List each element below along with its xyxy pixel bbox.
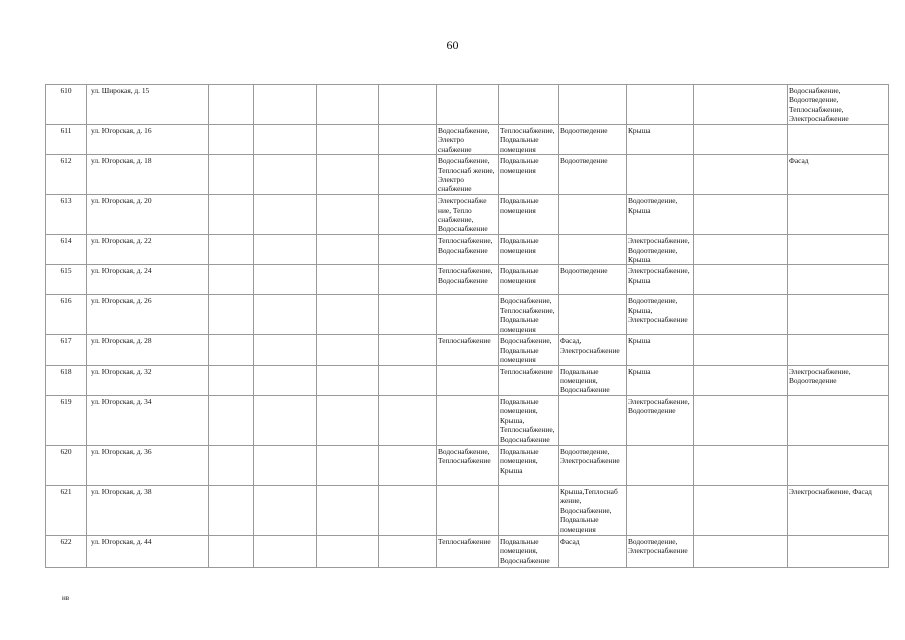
works-cell	[627, 85, 694, 125]
empty-cell	[317, 235, 379, 265]
table-row	[46, 335, 889, 365]
table-row	[46, 235, 889, 265]
works-cell: Электроснабжение, Крыша	[627, 265, 694, 295]
empty-cell	[209, 85, 254, 125]
address-cell: ул. Югорская, д. 18	[87, 155, 209, 195]
empty-cell	[379, 155, 437, 195]
works-cell: Подвальные помещения, Крыша	[499, 445, 559, 485]
housing-table	[45, 84, 889, 568]
works-cell: Подвальные помещения, Водоснабжение	[499, 535, 559, 567]
row-number-cell: 619	[46, 395, 87, 445]
empty-cell	[209, 295, 254, 335]
table-row	[46, 535, 889, 567]
empty-cell	[254, 365, 317, 395]
row-number-cell: 618	[46, 365, 87, 395]
address-cell: ул. Югорская, д. 36	[87, 445, 209, 485]
empty-cell	[254, 85, 317, 125]
empty-cell	[254, 125, 317, 155]
address-cell: ул. Югорская, д. 38	[87, 485, 209, 535]
empty-cell	[694, 335, 788, 365]
works-cell: Электроснабжение, Фасад	[788, 485, 889, 535]
empty-cell	[317, 125, 379, 155]
row-number-cell: 617	[46, 335, 87, 365]
works-cell: Водоотведение, Крыша	[627, 195, 694, 235]
works-cell: Теплоснабжение	[499, 365, 559, 395]
empty-cell	[209, 445, 254, 485]
works-cell	[788, 235, 889, 265]
works-cell	[499, 485, 559, 535]
works-cell: Подвальные помещения, Водоснабжение	[559, 365, 627, 395]
empty-cell	[379, 445, 437, 485]
works-cell: Водоснабжение, Теплоснабжение	[437, 445, 499, 485]
works-cell: Водоотведение, Электроснабжение	[559, 445, 627, 485]
address-cell: ул. Югорская, д. 22	[87, 235, 209, 265]
works-cell: Крыша,Теплоснаб жение, Водоснабжение, Подвальные помещения	[559, 485, 627, 535]
row-number-cell: 621	[46, 485, 87, 535]
row-number-cell: 615	[46, 265, 87, 295]
row-number-cell: 610	[46, 85, 87, 125]
works-cell: Подвальные помещения, Крыша, Теплоснабжение, Водоснабжение	[499, 395, 559, 445]
works-cell: Крыша	[627, 125, 694, 155]
works-cell: Фасад	[788, 155, 889, 195]
works-cell	[788, 265, 889, 295]
row-number-cell: 613	[46, 195, 87, 235]
table-row	[46, 265, 889, 295]
address-cell: ул. Югорская, д. 16	[87, 125, 209, 155]
empty-cell	[317, 295, 379, 335]
empty-cell	[379, 125, 437, 155]
row-number-cell: 611	[46, 125, 87, 155]
works-cell	[437, 85, 499, 125]
table-body	[46, 85, 889, 568]
empty-cell	[694, 365, 788, 395]
works-cell	[788, 195, 889, 235]
works-cell	[627, 485, 694, 535]
empty-cell	[694, 235, 788, 265]
empty-cell	[254, 155, 317, 195]
empty-cell	[694, 155, 788, 195]
works-cell: Крыша	[627, 335, 694, 365]
works-cell: Водоснабжение, Подвальные помещения	[499, 335, 559, 365]
works-cell: Подвальные помещения	[499, 155, 559, 195]
empty-cell	[317, 485, 379, 535]
works-cell: Теплоснабжение	[437, 335, 499, 365]
address-cell: ул. Югорская, д. 34	[87, 395, 209, 445]
works-cell	[559, 395, 627, 445]
empty-cell	[317, 395, 379, 445]
works-cell	[559, 295, 627, 335]
works-cell	[559, 235, 627, 265]
empty-cell	[254, 395, 317, 445]
address-cell: ул. Широкая, д. 15	[87, 85, 209, 125]
empty-cell	[317, 365, 379, 395]
empty-cell	[209, 125, 254, 155]
empty-cell	[209, 535, 254, 567]
works-cell: Водоотведение	[559, 125, 627, 155]
table-row	[46, 295, 889, 335]
empty-cell	[209, 155, 254, 195]
empty-cell	[254, 265, 317, 295]
works-cell	[437, 365, 499, 395]
works-cell: Подвальные помещения	[499, 235, 559, 265]
empty-cell	[254, 445, 317, 485]
works-cell: Электроснабжение, Водоотведение	[788, 365, 889, 395]
row-number-cell: 620	[46, 445, 87, 485]
empty-cell	[379, 235, 437, 265]
address-cell: ул. Югорская, д. 28	[87, 335, 209, 365]
empty-cell	[694, 265, 788, 295]
works-cell	[437, 395, 499, 445]
housing-table-wrapper	[45, 84, 889, 568]
works-cell: Водоснабжение, Электро снабжение	[437, 125, 499, 155]
table-row	[46, 365, 889, 395]
works-cell	[559, 85, 627, 125]
works-cell: Водоснабжение, Теплоснабжение, Подвальные помещения	[499, 295, 559, 335]
empty-cell	[694, 85, 788, 125]
works-cell: Подвальные помещения	[499, 265, 559, 295]
works-cell	[627, 155, 694, 195]
empty-cell	[379, 535, 437, 567]
works-cell: Теплоснабжение	[437, 535, 499, 567]
empty-cell	[209, 235, 254, 265]
empty-cell	[317, 85, 379, 125]
works-cell: Теплоснабжение, Водоснабжение	[437, 235, 499, 265]
works-cell	[788, 335, 889, 365]
table-row	[46, 155, 889, 195]
empty-cell	[209, 365, 254, 395]
empty-cell	[254, 335, 317, 365]
works-cell	[788, 535, 889, 567]
works-cell: Водоснабжение, Водоотведение, Теплоснабжение, Электроснабжение	[788, 85, 889, 125]
works-cell	[788, 125, 889, 155]
works-cell: Водоснабжение, Теплоснаб жение, Электро снабжение	[437, 155, 499, 195]
empty-cell	[254, 195, 317, 235]
empty-cell	[317, 155, 379, 195]
works-cell: Электроснабжение, Водоотведение	[627, 395, 694, 445]
empty-cell	[379, 195, 437, 235]
works-cell: Подвальные помещения	[499, 195, 559, 235]
empty-cell	[254, 295, 317, 335]
works-cell: Фасад, Электроснабжение	[559, 335, 627, 365]
table-row	[46, 195, 889, 235]
works-cell: Крыша	[627, 365, 694, 395]
empty-cell	[379, 85, 437, 125]
empty-cell	[694, 445, 788, 485]
works-cell: Водоотведение, Электроснабжение	[627, 535, 694, 567]
empty-cell	[209, 265, 254, 295]
empty-cell	[694, 395, 788, 445]
table-row	[46, 395, 889, 445]
empty-cell	[317, 265, 379, 295]
empty-cell	[379, 485, 437, 535]
empty-cell	[694, 125, 788, 155]
page-number: 60	[446, 38, 459, 52]
empty-cell	[317, 535, 379, 567]
table-row	[46, 125, 889, 155]
works-cell: Водоотведение, Крыша, Электроснабжение	[627, 295, 694, 335]
works-cell: Фасад	[559, 535, 627, 567]
empty-cell	[317, 195, 379, 235]
works-cell	[499, 85, 559, 125]
address-cell: ул. Югорская, д. 24	[87, 265, 209, 295]
works-cell	[788, 395, 889, 445]
row-number-cell: 614	[46, 235, 87, 265]
empty-cell	[209, 335, 254, 365]
works-cell: Электроснабжение, Водоотведение, Крыша	[627, 235, 694, 265]
works-cell	[788, 445, 889, 485]
empty-cell	[379, 395, 437, 445]
empty-cell	[209, 195, 254, 235]
works-cell	[437, 295, 499, 335]
works-cell: Водоотведение	[559, 265, 627, 295]
empty-cell	[317, 445, 379, 485]
row-number-cell: 616	[46, 295, 87, 335]
empty-cell	[694, 485, 788, 535]
row-number-cell: 612	[46, 155, 87, 195]
works-cell	[559, 195, 627, 235]
works-cell: Электроснабже ние, Тепло снабжение, Водоснабжение	[437, 195, 499, 235]
empty-cell	[379, 295, 437, 335]
table-row	[46, 485, 889, 535]
empty-cell	[379, 335, 437, 365]
works-cell	[627, 445, 694, 485]
empty-cell	[379, 265, 437, 295]
empty-cell	[694, 535, 788, 567]
works-cell: Теплоснабжение, Водоснабжение	[437, 265, 499, 295]
address-cell: ул. Югорская, д. 32	[87, 365, 209, 395]
empty-cell	[209, 395, 254, 445]
empty-cell	[317, 335, 379, 365]
empty-cell	[694, 195, 788, 235]
empty-cell	[379, 365, 437, 395]
table-row	[46, 85, 889, 125]
empty-cell	[694, 295, 788, 335]
works-cell: Теплоснабжение, Подвальные помещения	[499, 125, 559, 155]
address-cell: ул. Югорская, д. 26	[87, 295, 209, 335]
address-cell: ул. Югорская, д. 20	[87, 195, 209, 235]
footer-mark: нв	[62, 594, 70, 602]
works-cell: Водоотведение	[559, 155, 627, 195]
empty-cell	[209, 485, 254, 535]
works-cell	[437, 485, 499, 535]
empty-cell	[254, 535, 317, 567]
empty-cell	[254, 485, 317, 535]
address-cell: ул. Югорская, д. 44	[87, 535, 209, 567]
row-number-cell: 622	[46, 535, 87, 567]
table-row	[46, 445, 889, 485]
empty-cell	[254, 235, 317, 265]
works-cell	[788, 295, 889, 335]
